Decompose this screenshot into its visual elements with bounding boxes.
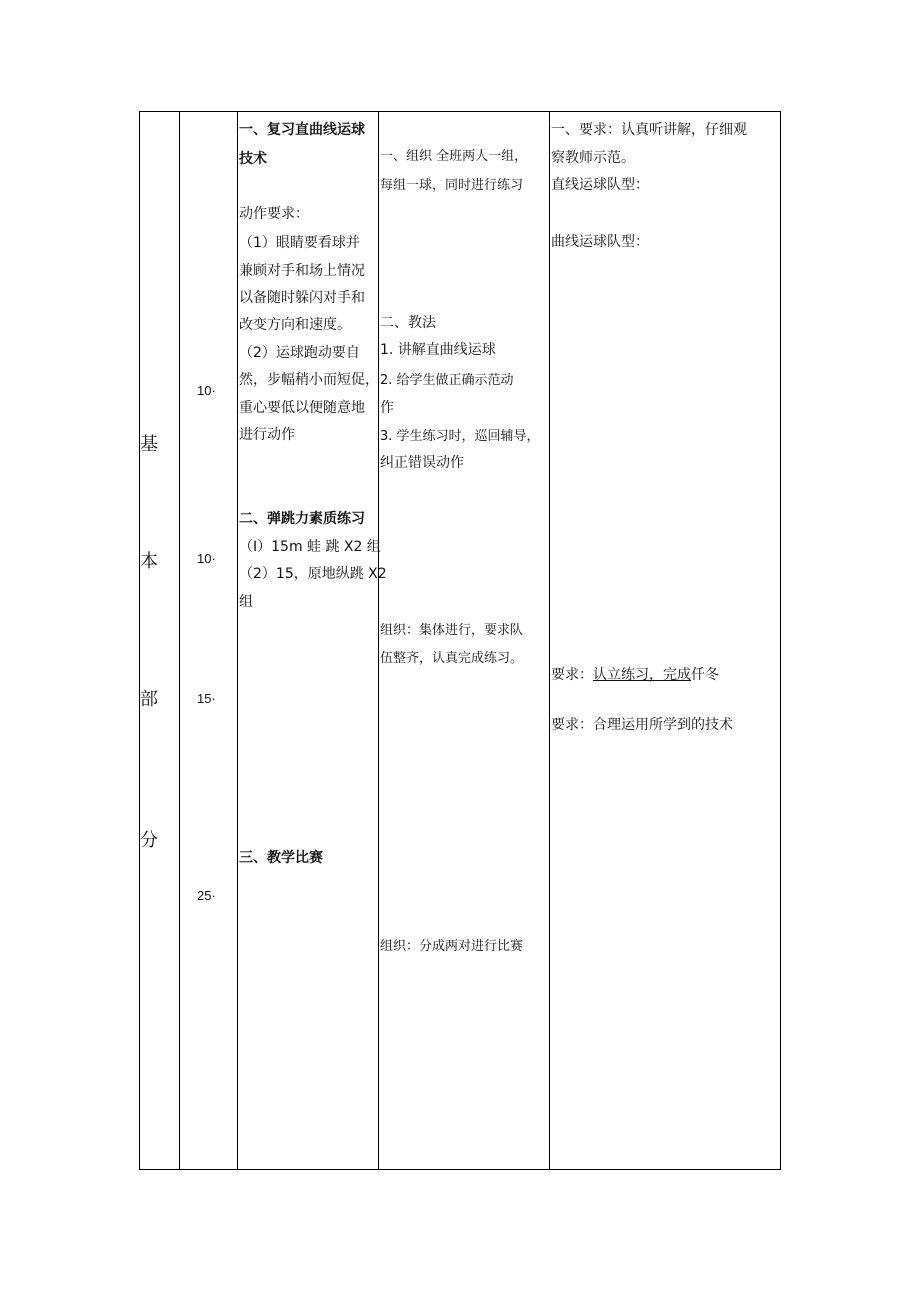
curve-dribble-formation: 曲线运球队型：	[551, 234, 649, 250]
req-tail: 仟冬	[691, 667, 719, 683]
column-divider	[179, 112, 180, 1169]
content-line: 改变方向和速度。	[239, 317, 351, 333]
content-line: （1）眼睛要看球并	[239, 235, 360, 251]
column-divider	[549, 112, 550, 1169]
req-line: 要求：合理运用所学到的技术	[551, 717, 733, 733]
org-line: 1. 讲解直曲线运球	[380, 342, 496, 358]
content-line: 兼顾对手和场上情况	[239, 263, 365, 279]
org-line: 组织：集体进行，要求队	[380, 623, 524, 638]
heading-jump-training: 二、弹跳力素质练习	[239, 511, 365, 527]
org-line: 3. 学生练习时，巡回辅导，	[380, 429, 540, 444]
content-line: 以备随时躲闪对手和	[239, 290, 365, 306]
org-line: 纠正错误动作	[380, 455, 464, 471]
column-divider	[378, 112, 379, 1169]
content-line: 组	[239, 594, 253, 610]
section-char: 基	[140, 434, 158, 455]
time-value: 10·	[197, 551, 216, 566]
org-line: 一、组织 全班两人一组，	[380, 149, 528, 164]
heading-teaching-match: 三、教学比赛	[239, 850, 323, 866]
section-char: 部	[140, 689, 158, 710]
action-requirements-label: 动作要求：	[239, 206, 309, 222]
req-underlined: 认立练习，完成	[593, 667, 691, 683]
content-line: 重心要低以便随意地	[239, 400, 365, 416]
content-line: 然，步幅稍小而短促，	[239, 372, 379, 388]
req-label: 要求：	[551, 667, 593, 683]
teaching-method-title: 二、教法	[380, 315, 436, 331]
section-char: 分	[140, 830, 158, 851]
time-value: 25·	[197, 888, 216, 903]
req-line	[551, 664, 719, 687]
content-line: （2）运球跑动要自	[239, 345, 360, 361]
org-line: 伍整齐，认真完成练习。	[380, 651, 524, 666]
heading-dribble-review: 技术	[239, 151, 267, 167]
org-line: 作	[380, 400, 394, 416]
heading-dribble-review: 一、复习直曲线运球	[239, 122, 365, 138]
org-line: 每组一球，同时进行练习	[380, 178, 524, 193]
time-value: 10·	[197, 383, 216, 398]
column-divider	[237, 112, 238, 1169]
content-line: 进行动作	[239, 427, 295, 443]
section-char: 本	[140, 551, 158, 572]
time-value: 15·	[197, 691, 216, 706]
req-line: 一、要求：认真听讲解，仔细观	[551, 122, 747, 138]
req-line: 察教师示范。	[551, 150, 635, 166]
org-line: 组织：分成两对进行比赛	[380, 939, 524, 954]
content-line: （I）15m 蛙 跳 X2 组	[239, 539, 381, 555]
straight-dribble-formation: 直线运球队型：	[551, 177, 649, 193]
content-line: （2）15，原地纵跳 X2	[239, 566, 387, 582]
org-line: 2. 给学生做正确示范动	[380, 373, 514, 388]
